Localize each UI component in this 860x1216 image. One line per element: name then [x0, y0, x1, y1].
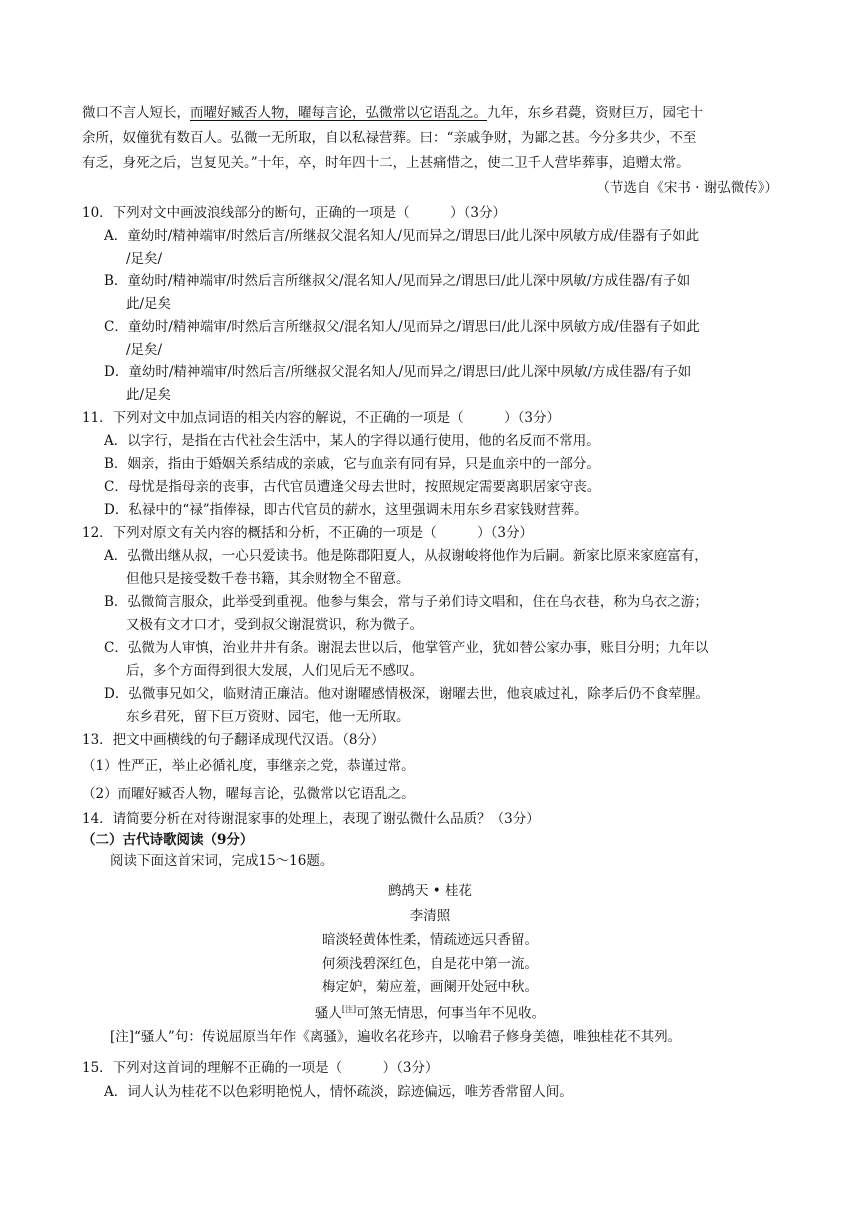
poem-title: 鹧鸪天 • 桂花 [387, 883, 473, 899]
section-instruction: 阅读下面这首宋词，完成15～16题。 [110, 853, 334, 869]
q13-sentence-1: （1）性严正，举止必循礼度，事继亲之党，恭谨过常。 [82, 758, 415, 774]
q10-option-a-cont: /足矣/ [126, 251, 163, 267]
q10-option-c: C．童幼时/精神端审/时然后言所继叔父/混名知人/见而异之/谓思曰/此儿深中夙敏方成/佳器有子如此 [104, 319, 700, 335]
q10-option-a: A．童幼时/精神端审/时然后言/所继叔父混名知人/见而异之/谓思曰/此儿深中夙敏方成/佳器有子如此 [104, 228, 700, 244]
passage-text: 微口不言人短长， [82, 105, 190, 121]
q11-option-d: D．私禄中的“禄”指俸禄，即古代官员的薪水，这里强调未用东乡君家钱财营葬。 [104, 502, 588, 518]
q10-option-b-cont: 此/足矣 [126, 296, 172, 312]
poem-line-3: 梅定妒，菊应羞，画阑开处冠中秋。 [322, 979, 538, 995]
poem-text: 骚人 [314, 1005, 342, 1022]
passage-line-3: 有乏，身死之后，岂复见关。”十年，卒，时年四十二，上甚痛惜之，使二卫千人营毕葬事，追赠太常。 [82, 155, 690, 171]
q10-option-d-cont: 此/足矣 [126, 387, 172, 403]
poem-line-4 [0, 1000, 860, 1024]
poem-note: [注]“骚人”句：传说屈原当年作《离骚》，遍收名花珍卉，以喻君子修身美德，唯独桂花不其列。 [110, 1029, 682, 1045]
q11-option-a: A．以字行，是指在古代社会生活中，某人的字得以通行使用，他的名反而不常用。 [104, 433, 600, 449]
passage-line-1 [82, 103, 703, 123]
q10-option-d: D．童幼时/精神端审/时然后言/所继叔父混名知人/见而异之/谓思曰/此儿深中夙敏/方成佳器/有子如 [104, 364, 692, 380]
poem-text: 可煞无情思，何事当年不见收。 [356, 1005, 546, 1022]
q12-option-c: C．弘微为人审慎，治业井井有条。谢混去世以后，他掌管产业，犹如替公家办事，账目分明；九年以 [104, 640, 709, 656]
question-11-stem: 11．下列对文中加点词语的相关内容的解说，不正确的一项是（ ）（3分） [82, 410, 561, 426]
footnote-marker: [注] [341, 1005, 357, 1014]
poem-line-1: 暗淡轻黄体性柔，情疏迹远只香留。 [322, 932, 538, 948]
q11-option-b: B．姻亲，指由于婚姻关系结成的亲戚，它与血亲有同有异，只是血亲中的一部分。 [104, 456, 600, 472]
poem-author: 李清照 [409, 908, 451, 924]
section-heading: （二）古代诗歌阅读（9分） [82, 832, 254, 848]
q13-sentence-2: （2）而曜好臧否人物，曜每言论，弘微常以它语乱之。 [82, 786, 415, 802]
q12-option-d: D．弘微事兄如父，临财清正廉洁。他对谢曜感情极深，谢曜去世，他哀戚过礼，除孝后仍不食荤腥。 [104, 686, 709, 702]
underlined-sentence: 而曜好臧否人物，曜每言论，弘微常以它语乱之。 [190, 105, 487, 121]
question-13-stem: 13．把文中画横线的句子翻译成现代汉语。（8分） [82, 732, 385, 748]
poem-line-2: 何须浅碧深红色，自是花中第一流。 [322, 956, 538, 972]
passage-line-2: 余所，奴僮犹有数百人。弘微一无所取，自以私禄营葬。曰：“亲戚争财，为鄙之甚。今分多共少，不至 [82, 130, 697, 146]
q15-option-a: A．词人认为桂花不以色彩明艳悦人，情怀疏淡，踪迹偏远，唯芳香常留人间。 [104, 1084, 573, 1100]
q12-option-a: A．弘微出继从叔，一心只爱读书。他是陈郡阳夏人，从叔谢峻将他作为后嗣。新家比原来家庭富有， [104, 548, 708, 564]
question-10-stem: 10．下列对文中画波浪线部分的断句，正确的一项是（ ）（3分） [82, 205, 507, 221]
passage-text: 九年，东乡君薨，资财巨万，园宅十 [487, 105, 703, 121]
q11-option-c: C．母忧是指母亲的丧事，古代官员遭逢父母去世时，按照规定需要离职居家守丧。 [104, 479, 601, 495]
question-12-stem: 12．下列对原文有关内容的概括和分析，不正确的一项是（ ）（3分） [82, 525, 534, 541]
q10-option-b: B．童幼时/精神端审/时然后言所继叔父/混名知人/见而异之/谓思曰/此儿深中夙敏/方成佳器/有子如 [104, 273, 691, 289]
q12-option-b: B．弘微简言服众，此举受到重视。他参与集会，常与子弟们诗文唱和，住在乌衣巷，称为乌衣之游； [104, 594, 708, 610]
q12-option-b-cont: 又极有文才口才，受到叔父谢混赏识，称为微子。 [126, 617, 423, 633]
q12-option-a-cont: 但他只是接受数千卷书籍，其余财物全不留意。 [126, 571, 410, 587]
question-15-stem: 15．下列对这首词的理解不正确的一项是（ ）（3分） [82, 1060, 439, 1076]
q12-option-d-cont: 东乡君死，留下巨万资财、园宅，他一无所取。 [126, 709, 410, 725]
passage-source: （节选自《宋书 · 谢弘微传》） [596, 180, 778, 196]
q12-option-c-cont: 后，多个方面得到很大发展，人们见后无不感叹。 [126, 663, 423, 679]
q10-option-c-cont: /足矣/ [126, 342, 163, 358]
question-14-stem: 14．请简要分析在对待谢混家事的处理上，表现了谢弘微什么品质？（3分） [82, 811, 540, 827]
